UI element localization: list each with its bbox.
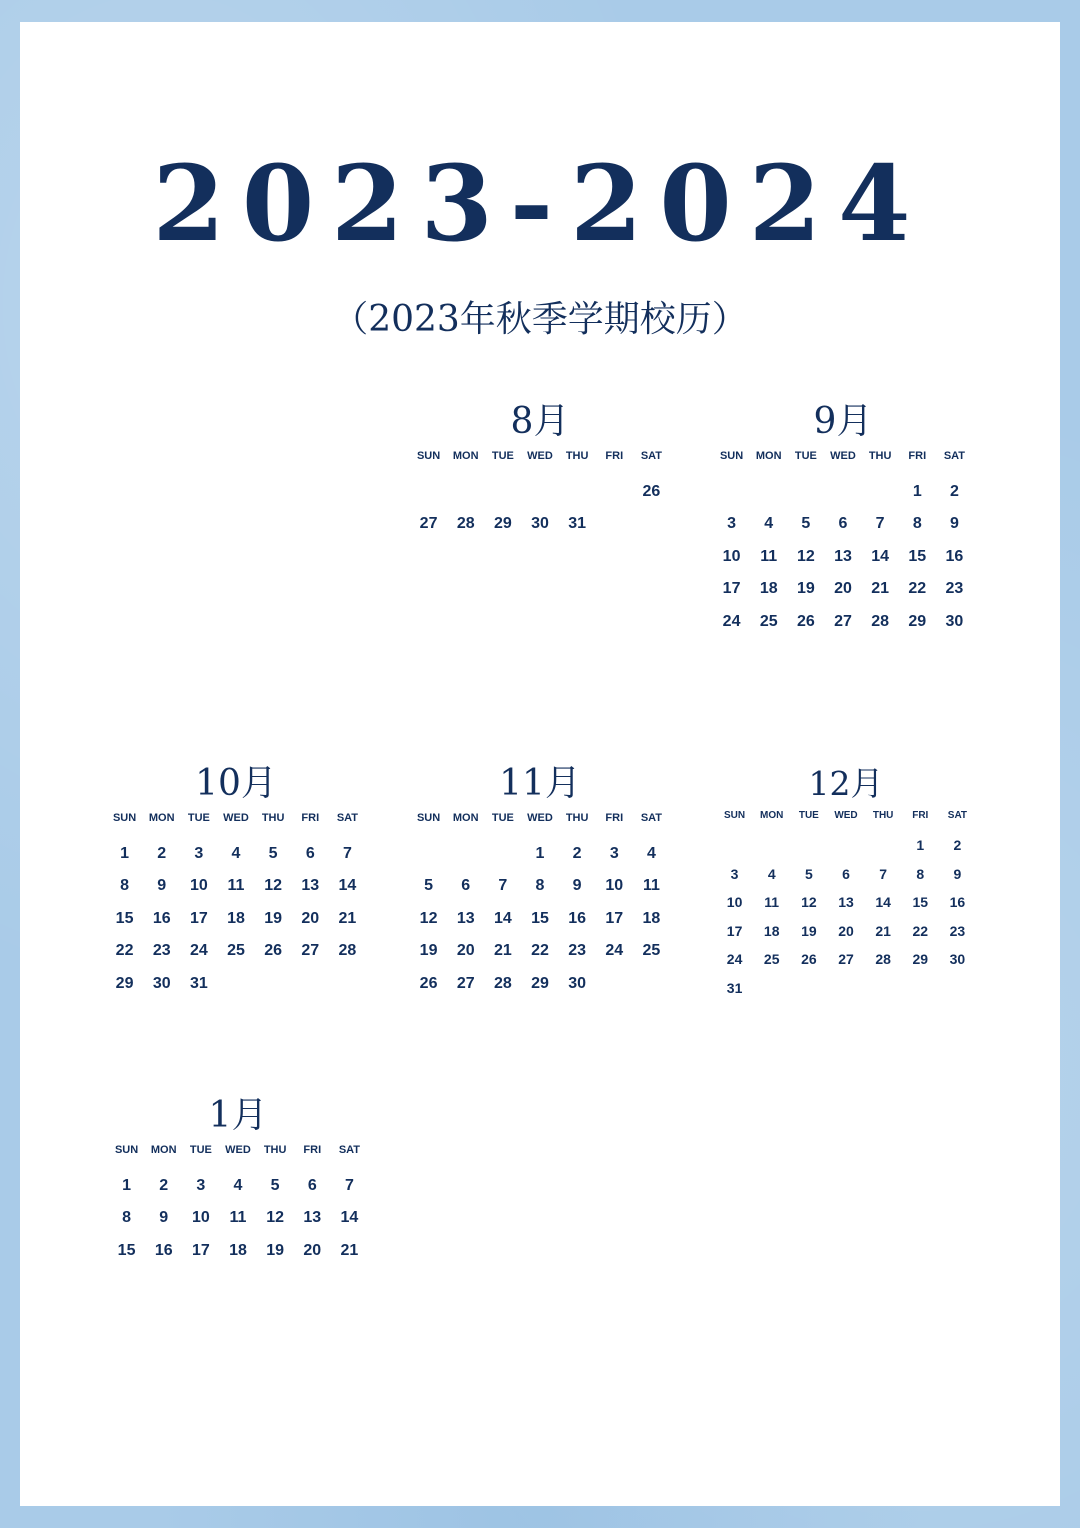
weekday-label: TUE — [794, 450, 817, 462]
day-cell: 1 — [535, 845, 545, 862]
weekday-label: SUN — [719, 450, 744, 462]
day-cell: 12 — [264, 877, 283, 895]
day-cell: 17 — [189, 909, 208, 927]
day-cell: 30 — [531, 515, 549, 533]
weekday-label: MON — [452, 812, 479, 824]
day-cell: 20 — [838, 922, 854, 939]
day-cell: 5 — [804, 865, 813, 882]
day-cell: 6 — [305, 845, 315, 862]
day-cell: 15 — [912, 894, 929, 910]
day-cell: 1 — [916, 837, 925, 853]
day-cell: 27 — [419, 515, 438, 533]
weekday-label: MON — [760, 810, 784, 821]
day-cell: 22 — [115, 942, 134, 960]
day-cell: 14 — [340, 1209, 359, 1227]
day-cell: 3 — [730, 865, 739, 882]
weekday-label: TUE — [189, 1144, 212, 1156]
day-cell: 13 — [834, 547, 852, 565]
weekday-label: FRI — [605, 450, 624, 462]
day-cell: 16 — [945, 547, 964, 565]
day-cell: 17 — [605, 909, 624, 927]
day-cell: 27 — [838, 951, 854, 967]
day-cell: 4 — [231, 845, 241, 862]
day-cell: 18 — [229, 1241, 247, 1259]
weekday-label: FRI — [303, 1144, 322, 1156]
month-nov — [410, 760, 670, 1000]
weekday-label: SAT — [336, 812, 358, 824]
day-cell: 27 — [301, 942, 320, 960]
day-cell: 9 — [157, 877, 167, 895]
day-cell: 3 — [194, 845, 204, 862]
day-cell: 18 — [642, 909, 661, 927]
day-cell: 18 — [759, 580, 778, 598]
day-cell: 12 — [796, 547, 815, 565]
day-cell: 10 — [189, 877, 208, 895]
month-oct — [106, 760, 366, 1000]
weekday-header — [106, 812, 366, 824]
day-cell: 19 — [266, 1241, 285, 1259]
day-cell: 8 — [916, 865, 925, 882]
day-cell: 2 — [572, 845, 582, 862]
weekday-label: THU — [868, 450, 892, 462]
weekday-label: SAT — [338, 1144, 360, 1156]
weekday-label: SAT — [947, 810, 968, 821]
day-cell: 2 — [953, 837, 962, 853]
weekday-header — [716, 810, 976, 821]
day-cell: 19 — [796, 580, 815, 598]
day-cell: 29 — [115, 974, 134, 992]
day-cell: 2 — [949, 483, 959, 500]
day-cell: 5 — [801, 515, 811, 533]
day-cell: 10 — [722, 547, 741, 565]
weekday-label: FRI — [605, 812, 624, 824]
day-cell: 29 — [912, 951, 929, 967]
day-cell: 7 — [879, 865, 888, 882]
day-cell: 8 — [120, 877, 130, 895]
day-cell: 31 — [568, 515, 587, 533]
day-cell: 10 — [726, 894, 743, 910]
weekday-label: THU — [261, 812, 285, 824]
day-cell: 6 — [461, 877, 471, 895]
day-cell: 13 — [301, 877, 320, 895]
weekday-label: SAT — [640, 812, 662, 824]
day-cell: 23 — [949, 922, 966, 939]
day-cell: 20 — [303, 1241, 322, 1259]
day-cell: 19 — [419, 942, 438, 960]
day-cell: 11 — [642, 877, 660, 895]
weekday-label: SUN — [416, 812, 441, 824]
day-cell: 30 — [945, 612, 964, 630]
day-cell: 21 — [493, 942, 512, 960]
day-cell: 28 — [875, 951, 891, 967]
month-title: 8月 — [510, 401, 570, 442]
day-cell: 29 — [493, 515, 512, 533]
weekday-label: SAT — [943, 450, 965, 462]
day-cell: 24 — [189, 942, 208, 960]
month-title: 10月 — [195, 763, 277, 804]
day-cell: 12 — [419, 909, 438, 927]
day-cell: 9 — [949, 515, 959, 533]
day-cell: 10 — [191, 1209, 210, 1227]
day-cell: 28 — [493, 974, 512, 992]
day-cell: 25 — [642, 942, 661, 960]
day-cell: 17 — [726, 922, 743, 939]
day-cell: 7 — [875, 515, 885, 533]
weekday-label: THU — [565, 450, 589, 462]
day-cell: 3 — [727, 515, 737, 533]
day-cell: 28 — [338, 942, 357, 960]
day-cell: 4 — [767, 865, 776, 882]
weekday-label: SUN — [724, 810, 746, 821]
page-subtitle: （2023年秋季学期校历） — [332, 299, 748, 340]
day-cell: 15 — [531, 909, 549, 927]
weekday-label: MON — [150, 1144, 177, 1156]
day-cell: 8 — [912, 515, 922, 533]
day-cell: 15 — [908, 547, 927, 565]
day-cell: 1 — [122, 1177, 132, 1194]
day-cell: 30 — [949, 951, 966, 967]
day-cell: 19 — [801, 922, 817, 939]
day-cell: 25 — [763, 951, 780, 967]
day-cell: 30 — [568, 974, 587, 992]
day-cell: 14 — [493, 909, 512, 927]
weekday-label: SUN — [114, 1144, 139, 1156]
weekday-label: WED — [527, 812, 553, 824]
day-cell: 9 — [572, 877, 582, 895]
month-sep — [713, 398, 973, 638]
day-cell: 22 — [912, 922, 929, 939]
weekday-label: MON — [148, 812, 175, 824]
weekday-label: TUE — [798, 810, 819, 821]
weekday-label: FRI — [912, 810, 929, 821]
day-cell: 1 — [120, 845, 130, 862]
day-cell: 26 — [796, 612, 815, 630]
day-cell: 18 — [763, 922, 780, 939]
day-cell: 20 — [834, 580, 852, 598]
day-cell: 25 — [759, 612, 778, 630]
day-cell: 11 — [229, 1209, 247, 1227]
day-cell: 21 — [338, 909, 357, 927]
month-title: 12月 — [808, 764, 884, 803]
day-cell: 11 — [760, 547, 778, 565]
weekday-label: SUN — [416, 450, 441, 462]
day-cell: 9 — [159, 1209, 169, 1227]
day-cell: 6 — [842, 865, 850, 882]
day-cell: 17 — [191, 1241, 210, 1259]
month-aug — [410, 398, 670, 541]
weekday-label: FRI — [908, 450, 927, 462]
day-cell: 21 — [871, 580, 890, 598]
weekday-header — [713, 450, 973, 462]
day-cell: 22 — [531, 942, 549, 960]
day-grid — [108, 1170, 368, 1267]
day-cell: 14 — [338, 877, 357, 895]
day-grid — [410, 476, 670, 541]
month-title: 1月 — [208, 1095, 268, 1136]
weekday-label: WED — [834, 810, 858, 821]
day-cell: 20 — [456, 942, 475, 960]
day-cell: 22 — [908, 580, 927, 598]
day-cell: 16 — [568, 909, 587, 927]
day-cell: 12 — [801, 894, 817, 910]
day-cell: 29 — [531, 974, 549, 992]
day-cell: 23 — [945, 580, 964, 598]
day-cell: 17 — [722, 580, 741, 598]
day-cell: 4 — [233, 1177, 243, 1194]
day-cell: 1 — [912, 483, 922, 500]
day-cell: 5 — [268, 845, 278, 862]
day-cell: 11 — [227, 877, 245, 895]
weekday-label: TUE — [187, 812, 210, 824]
day-grid — [713, 476, 973, 638]
day-cell: 16 — [949, 894, 966, 910]
day-cell: 28 — [456, 515, 475, 533]
day-cell: 23 — [152, 942, 171, 960]
calendar-sheet — [20, 22, 1060, 1506]
day-cell: 31 — [189, 974, 208, 992]
day-cell: 9 — [953, 865, 962, 882]
weekday-label: THU — [872, 810, 894, 821]
weekday-label: SUN — [112, 812, 137, 824]
day-cell: 31 — [726, 979, 743, 996]
day-cell: 26 — [801, 951, 817, 967]
day-cell: 24 — [605, 942, 624, 960]
day-cell: 29 — [908, 612, 927, 630]
day-cell: 8 — [535, 877, 545, 895]
day-cell: 26 — [264, 942, 283, 960]
day-cell: 13 — [303, 1209, 322, 1227]
day-cell: 14 — [871, 547, 890, 565]
weekday-label: TUE — [491, 450, 514, 462]
day-cell: 3 — [609, 845, 619, 862]
day-cell: 20 — [301, 909, 320, 927]
weekday-label: THU — [565, 812, 589, 824]
day-grid — [106, 838, 366, 1000]
month-dec — [716, 762, 976, 1002]
day-cell: 15 — [115, 909, 134, 927]
day-cell: 7 — [344, 1177, 354, 1194]
page-title: 2023-2024 — [152, 142, 928, 265]
day-cell: 21 — [875, 922, 891, 939]
day-cell: 5 — [424, 877, 434, 895]
day-cell: 24 — [726, 951, 743, 967]
weekday-label: SAT — [640, 450, 662, 462]
weekday-header — [410, 450, 670, 462]
day-cell: 8 — [122, 1209, 132, 1227]
day-cell: 16 — [154, 1241, 173, 1259]
weekday-header — [410, 812, 670, 824]
weekday-header — [108, 1144, 368, 1156]
day-cell: 2 — [159, 1177, 169, 1194]
weekday-label: WED — [527, 450, 553, 462]
day-cell: 5 — [270, 1177, 280, 1194]
month-title: 9月 — [813, 401, 873, 442]
day-cell: 24 — [722, 612, 741, 630]
day-cell: 6 — [838, 515, 848, 533]
day-cell: 28 — [871, 612, 890, 630]
day-cell: 19 — [264, 909, 283, 927]
day-cell: 13 — [838, 894, 854, 910]
day-cell: 26 — [642, 483, 661, 500]
day-cell: 11 — [764, 894, 780, 910]
day-cell: 25 — [227, 942, 245, 960]
day-cell: 14 — [875, 894, 891, 910]
weekday-label: TUE — [491, 812, 514, 824]
day-cell: 3 — [196, 1177, 206, 1194]
day-cell: 4 — [646, 845, 656, 862]
day-grid — [716, 831, 976, 1002]
day-cell: 15 — [117, 1241, 136, 1259]
weekday-label: WED — [830, 450, 856, 462]
day-cell: 2 — [157, 845, 167, 862]
day-cell: 7 — [342, 845, 352, 862]
day-cell: 4 — [764, 515, 774, 533]
day-cell: 13 — [456, 909, 475, 927]
weekday-label: THU — [263, 1144, 287, 1156]
day-cell: 23 — [568, 942, 587, 960]
day-cell: 26 — [419, 974, 438, 992]
weekday-label: WED — [225, 1144, 251, 1156]
day-cell: 10 — [605, 877, 624, 895]
day-cell: 16 — [152, 909, 171, 927]
weekday-label: MON — [755, 450, 782, 462]
day-cell: 21 — [340, 1241, 359, 1259]
month-jan — [108, 1092, 368, 1267]
day-grid — [410, 838, 670, 1000]
day-cell: 12 — [266, 1209, 285, 1227]
weekday-label: MON — [452, 450, 479, 462]
day-cell: 30 — [152, 974, 171, 992]
month-title: 11月 — [499, 763, 581, 804]
day-cell: 7 — [498, 877, 508, 895]
day-cell: 18 — [227, 909, 245, 927]
day-cell: 27 — [456, 974, 475, 992]
day-cell: 6 — [307, 1177, 317, 1194]
weekday-label: WED — [223, 812, 249, 824]
day-cell: 27 — [834, 612, 852, 630]
weekday-label: FRI — [301, 812, 320, 824]
